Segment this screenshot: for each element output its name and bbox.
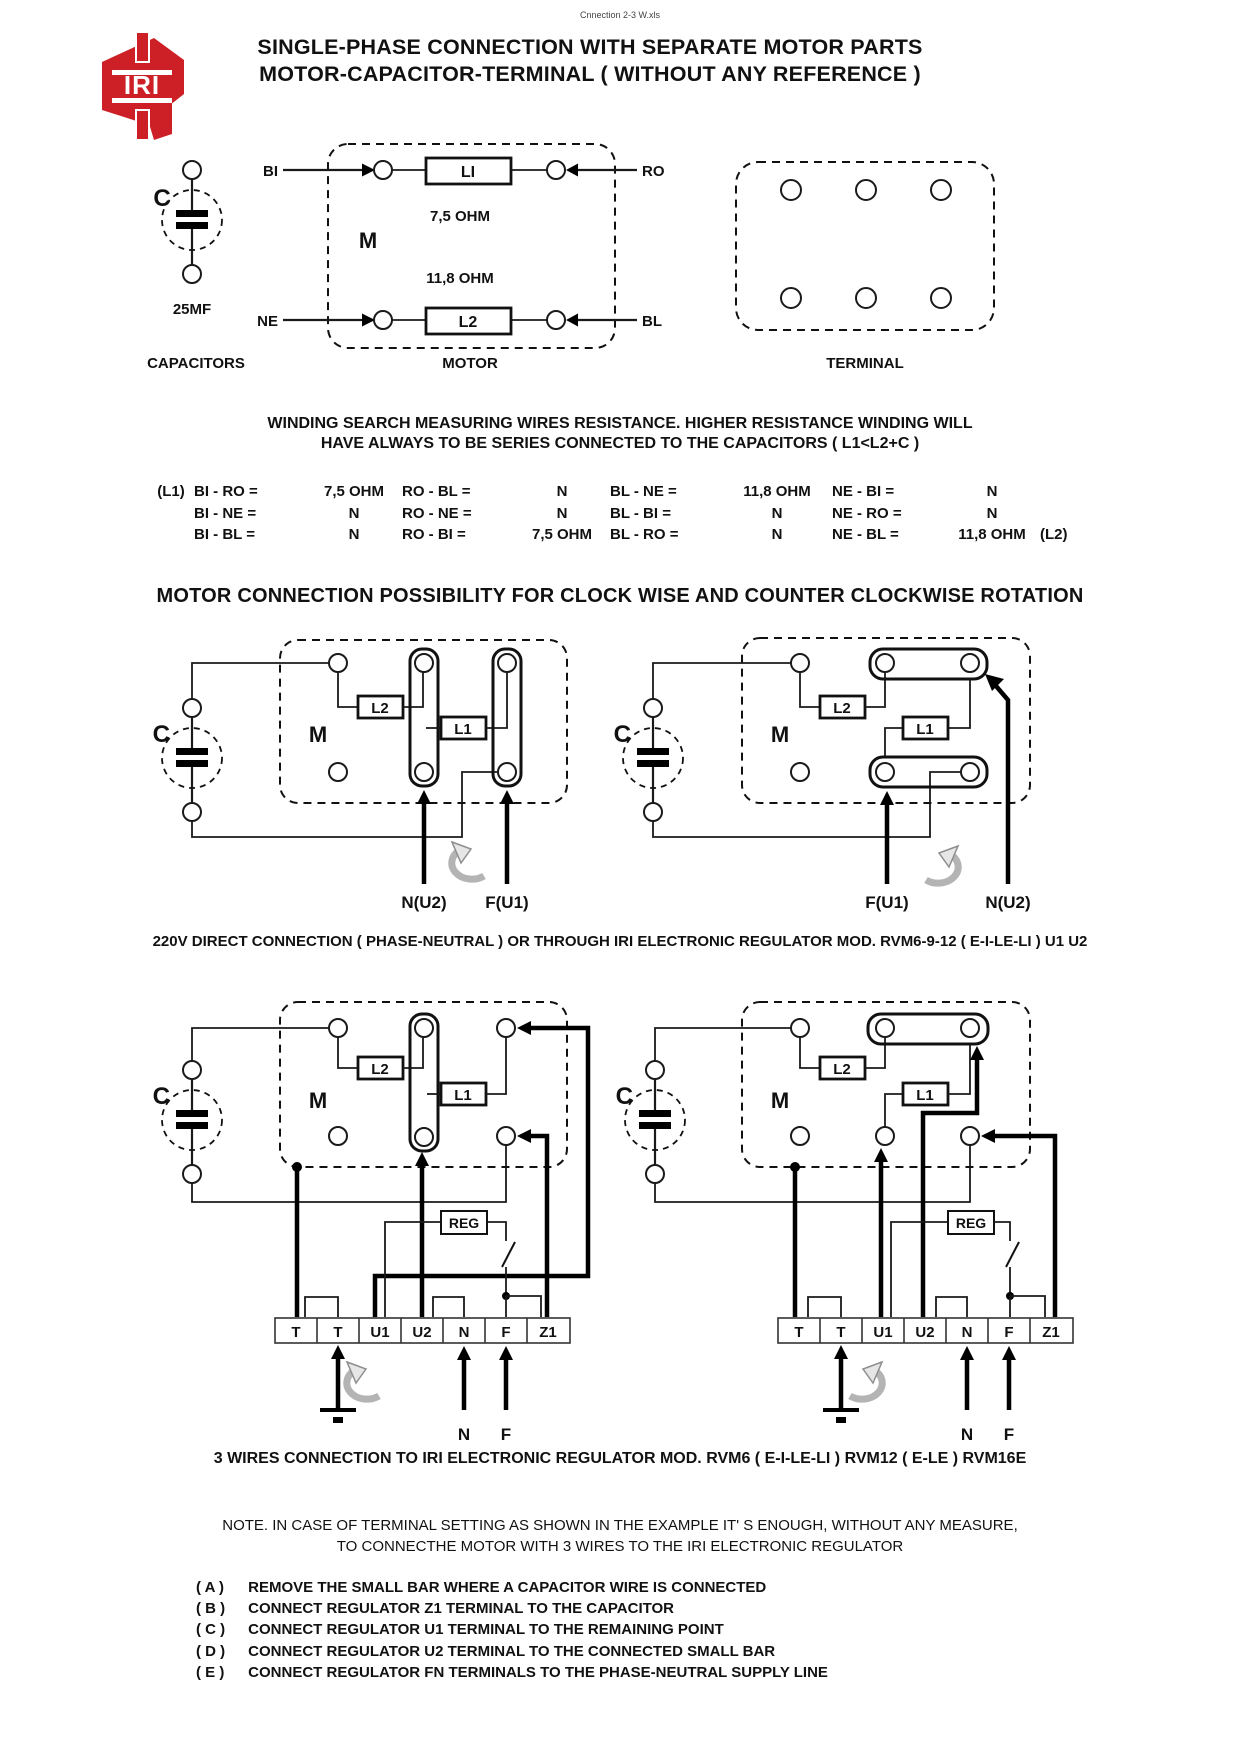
table-cell	[148, 503, 194, 525]
supply-label-f: F	[500, 1425, 512, 1444]
terminal-cell-label: F	[1004, 1324, 1014, 1341]
supply-label-f: F	[1003, 1425, 1015, 1444]
table-cell: 7,5 OHM	[323, 483, 384, 500]
regulator-box	[891, 1211, 1045, 1317]
wire-label-ro: RO	[642, 163, 665, 180]
capacitor-symbol	[162, 699, 222, 821]
arrow-label: N(U2)	[985, 893, 1031, 912]
winding-search-heading	[0, 414, 1240, 453]
supply-arrow-f	[499, 1346, 513, 1410]
file-header: Cnnection 2-3 W.xls	[579, 10, 661, 20]
instruction-key: ( B )	[196, 1600, 226, 1618]
terminal-cell-label: Z1	[1042, 1324, 1060, 1341]
list-item	[196, 1598, 828, 1619]
capacitor-symbol	[162, 161, 222, 283]
note-line-2: TO CONNECTHE MOTOR WITH 3 WIRES TO THE IRI ELECTRONIC REGULATOR	[336, 1538, 904, 1555]
motor-label: M	[308, 1088, 328, 1113]
resistance-top: 7,5 OHM	[429, 208, 491, 225]
table-cell: N	[348, 526, 360, 543]
table-cell	[1040, 481, 1100, 503]
table-cell: NE - BL =	[832, 526, 899, 543]
winding-li-label: LI	[460, 164, 476, 181]
terminal-strip	[778, 1318, 1073, 1343]
l1-label: L1	[916, 721, 934, 738]
wire-z1-to-capacitor-point	[517, 1129, 547, 1317]
motor-caption: MOTOR	[442, 355, 498, 372]
table-cell: RO - BI =	[402, 526, 466, 543]
l1-label: L1	[454, 721, 472, 738]
table-cell: NE - RO =	[832, 504, 902, 522]
instruction-key: ( D )	[196, 1642, 226, 1660]
resistance-bottom: 11,8 OHM	[426, 270, 494, 287]
supply-arrow-n	[960, 1346, 974, 1410]
table-cell: (L2)	[1040, 526, 1068, 543]
table-row	[148, 524, 1100, 546]
table-cell	[148, 524, 194, 546]
terminal-strip	[275, 1318, 570, 1343]
terminal-holes	[781, 180, 951, 308]
instruction-key: ( A )	[196, 1579, 225, 1596]
table-cell: BL - RO =	[610, 526, 679, 543]
list-item	[196, 1619, 828, 1640]
instruction-text: CONNECT REGULATOR U2 TERMINAL TO THE CONNECTED SMALL BAR	[248, 1642, 776, 1660]
wire-u1-to-remaining-point	[874, 1148, 888, 1317]
table-cell: BL - NE =	[610, 483, 677, 500]
winding-heading-line-1: WINDING SEARCH MEASURING WIRES RESISTANCE. HIGHER RESISTANCE WINDING WILL	[267, 415, 973, 432]
table-cell: BI - RO =	[194, 483, 258, 500]
jumper-u2-n	[936, 1297, 967, 1317]
table-cell: 7,5 OHM	[531, 526, 592, 543]
logo-text: IRI	[123, 70, 161, 100]
capacitor-label: C	[152, 721, 170, 748]
wire-label-bi: BI	[263, 163, 278, 180]
l1-label: L1	[454, 1087, 472, 1104]
capacitor-label: C	[153, 185, 171, 212]
note-line-1: NOTE. IN CASE OF TERMINAL SETTING AS SHOWN IN THE EXAMPLE IT' S ENOUGH, WITHOUT ANY MEASURE,	[222, 1517, 1018, 1534]
capacitors-caption: CAPACITORS	[147, 355, 245, 372]
table-cell: N	[348, 504, 360, 522]
resistance-table	[148, 481, 1100, 546]
table-cell: BI - NE =	[194, 504, 257, 522]
rotation-cw-icon	[926, 846, 958, 883]
supply-arrow-f	[500, 790, 514, 884]
instruction-text: CONNECT REGULATOR U1 TERMINAL TO THE REMAINING POINT	[248, 1621, 724, 1639]
table-cell	[1040, 503, 1100, 525]
rotation-ccw-icon	[347, 1362, 379, 1399]
table-cell: RO - NE =	[402, 504, 472, 522]
rotation-right-diagram	[614, 638, 1031, 912]
l2-label: L2	[833, 1061, 851, 1078]
terminal-caption: TERMINAL	[826, 355, 904, 372]
capacitor-value: 25MF	[172, 301, 212, 318]
capacitor-symbol	[625, 1061, 685, 1183]
motor-label: M	[770, 1088, 790, 1113]
capacitor-symbol	[162, 1061, 222, 1183]
section1-capacitor	[147, 161, 245, 372]
section1-motor	[257, 144, 665, 372]
table-cell: 11,8 OHM	[743, 483, 811, 500]
jumper-t-t	[808, 1297, 841, 1317]
terminal-cell-label: T	[291, 1324, 301, 1341]
supply-label-n: N	[960, 1425, 974, 1444]
table-cell: N	[986, 483, 998, 500]
instruction-text: CONNECT REGULATOR Z1 TERMINAL TO THE CAPACITOR	[248, 1600, 675, 1618]
reg-label: REG	[955, 1215, 987, 1231]
terminal-cell-label: T	[333, 1324, 343, 1341]
supply-arrow-n	[457, 1346, 471, 1410]
regulator-right-diagram	[616, 1002, 1073, 1444]
three-wires-caption: 3 WIRES CONNECTION TO IRI ELECTRONIC REGULATOR MOD. RVM6 ( E-I-LE-LI ) RVM12 ( E-LE ) RVM16E	[213, 1450, 1027, 1467]
switch-blade	[1006, 1242, 1019, 1267]
table-cell: (L1)	[157, 483, 185, 500]
table-cell: RO - BL =	[402, 483, 471, 500]
jumper-u2-n	[433, 1297, 464, 1317]
wire-u1-to-remaining-point	[375, 1021, 588, 1317]
section1-terminal	[736, 162, 994, 372]
regulator-left-diagram	[153, 1002, 588, 1444]
l2-label: L2	[371, 1061, 389, 1078]
rotation-left-diagram	[153, 640, 567, 912]
rotation-heading: MOTOR CONNECTION POSSIBILITY FOR CLOCK WISE AND COUNTER CLOCKWISE ROTATION	[156, 585, 1084, 607]
arrow-label: F(U1)	[485, 893, 529, 912]
terminal-cell-label: U1	[873, 1324, 893, 1341]
terminal-cell-label: N	[458, 1324, 470, 1341]
instructions-list	[196, 1577, 828, 1683]
capacitor-symbol	[623, 699, 683, 821]
table-cell: BI - BL =	[194, 526, 255, 543]
arrow-label: N(U2)	[401, 893, 447, 912]
list-item	[196, 1577, 828, 1598]
terminal-cell-label: T	[794, 1324, 804, 1341]
reg-label: REG	[448, 1215, 480, 1231]
rotation-cw-icon	[850, 1362, 882, 1399]
earth-connection	[823, 1345, 859, 1423]
capacitor-label: C	[613, 721, 631, 748]
table-cell: NE - BI =	[832, 483, 895, 500]
table-cell: BL - BI =	[610, 504, 671, 522]
table-cell: 11,8 OHM	[958, 526, 1026, 543]
wire-u2-to-bar	[415, 1152, 429, 1317]
instruction-key: ( C )	[196, 1621, 226, 1639]
winding-heading-line-2: HAVE ALWAYS TO BE SERIES CONNECTED TO THE CAPACITORS ( L1<L2+C )	[320, 434, 920, 452]
switch-blade	[502, 1242, 515, 1267]
instruction-text: REMOVE THE SMALL BAR WHERE A CAPACITOR WIRE IS CONNECTED	[248, 1579, 767, 1596]
motor-label: M	[308, 722, 328, 747]
motor-label: M	[358, 228, 378, 253]
terminal-cell-label: U1	[370, 1324, 390, 1341]
terminal-cell-label: N	[961, 1324, 973, 1341]
supply-label-n: N	[457, 1425, 471, 1444]
table-cell: N	[986, 504, 998, 522]
arrow-label: F(U1)	[865, 893, 909, 912]
rotation-ccw-icon	[452, 842, 484, 879]
wire-label-bl: BL	[642, 313, 662, 330]
winding-l2-label: L2	[458, 314, 478, 331]
wire-label-ne: NE	[257, 313, 278, 330]
regulator-box	[385, 1211, 541, 1317]
supply-arrow-f	[1002, 1346, 1016, 1410]
terminal-cell-label: Z1	[539, 1324, 557, 1341]
motor-label: M	[770, 722, 790, 747]
instruction-key: ( E )	[196, 1663, 225, 1681]
capacitor-label: C	[152, 1083, 170, 1110]
table-row	[148, 503, 1100, 525]
instruction-text: CONNECT REGULATOR FN TERMINALS TO THE PHASE-NEUTRAL SUPPLY LINE	[248, 1663, 828, 1681]
l2-label: L2	[833, 700, 851, 717]
table-cell: N	[771, 504, 783, 522]
terminal-cell-label: T	[836, 1324, 846, 1341]
list-item	[196, 1641, 828, 1662]
note-text	[70, 1515, 1170, 1557]
terminal-cell-label: F	[501, 1324, 511, 1341]
capacitor-label: C	[615, 1083, 633, 1110]
table-cell: N	[556, 504, 568, 522]
supply-arrow-n	[985, 674, 1008, 884]
direct-connection-caption: 220V DIRECT CONNECTION ( PHASE-NEUTRAL ) OR THROUGH IRI ELECTRONIC REGULATOR MOD. RVM6-9-12 ( E-I-LE-LI ) U1 U2	[152, 933, 1088, 950]
l2-label: L2	[371, 700, 389, 717]
list-item	[196, 1662, 828, 1683]
table-row	[148, 481, 1100, 503]
title-line-2: MOTOR-CAPACITOR-TERMINAL ( WITHOUT ANY REFERENCE )	[259, 62, 921, 86]
table-cell: N	[556, 483, 568, 500]
l1-label: L1	[916, 1087, 934, 1104]
title-line-1: SINGLE-PHASE CONNECTION WITH SEPARATE MOTOR PARTS	[257, 35, 923, 59]
jumper-t-t	[305, 1297, 338, 1317]
terminal-cell-label: U2	[412, 1324, 432, 1341]
terminal-cell-label: U2	[915, 1324, 935, 1341]
earth-connection	[320, 1345, 356, 1423]
table-cell: N	[771, 526, 783, 543]
